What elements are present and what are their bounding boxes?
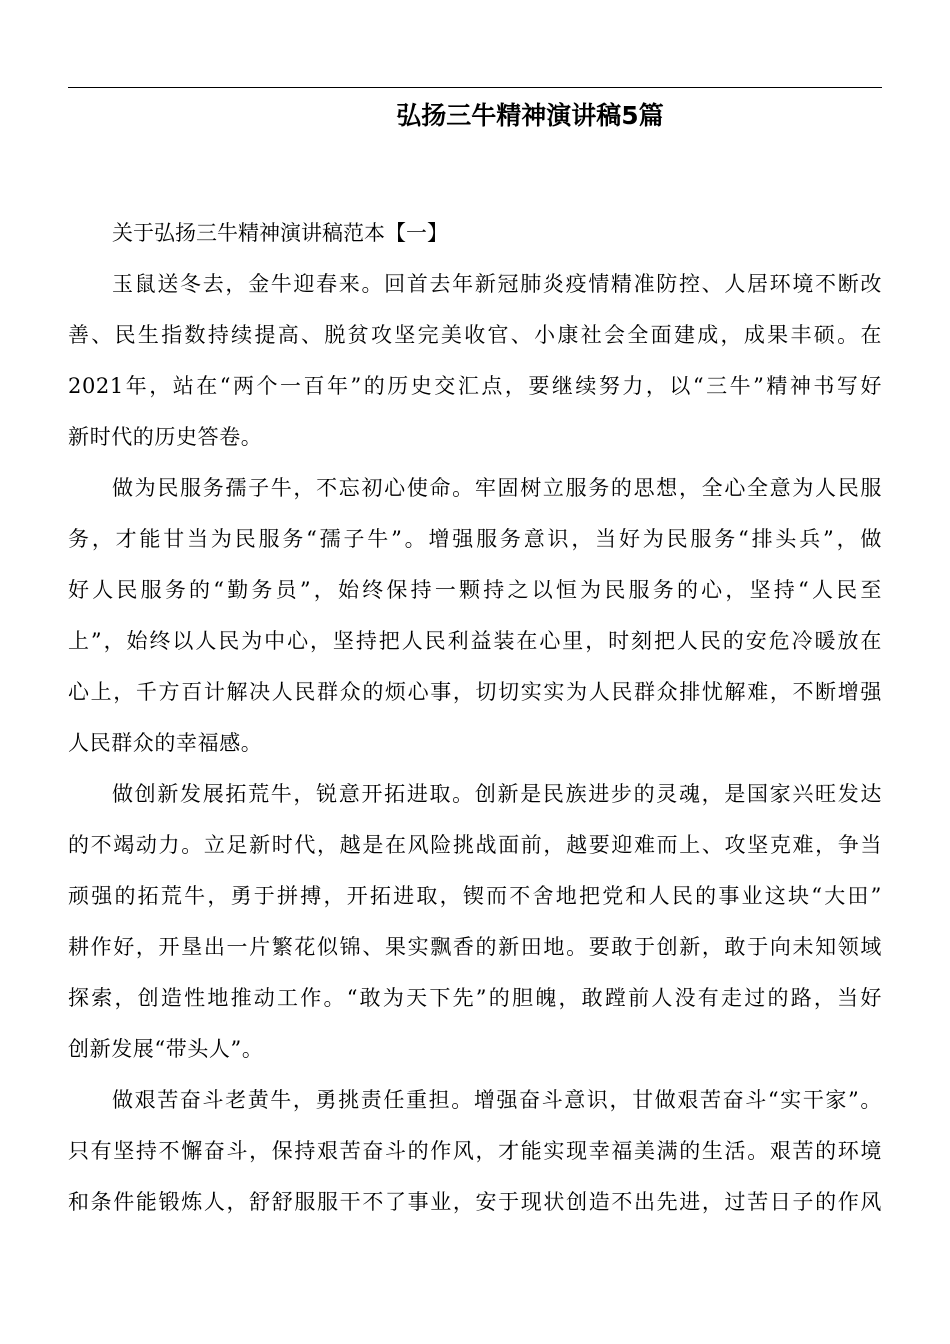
paragraph-line: 做创新发展拓荒牛，锐意开拓进取。创新是民族进步的灵魂，是国家兴旺发达 — [112, 782, 882, 806]
paragraph-line: 和条件能锻炼人，舒舒服服干不了事业，安于现状创造不出先进，过苦日子的作风 — [68, 1190, 882, 1214]
paragraph-line: 善、民生指数持续提高、脱贫攻坚完美收官、小康社会全面建成，成果丰硕。在 — [68, 323, 882, 347]
paragraph-4 — [68, 1075, 882, 1228]
paragraph-line: 上”，始终以人民为中心，坚持把人民利益装在心里，时刻把人民的安危冷暖放在 — [68, 629, 882, 653]
paragraph-line: 新时代的历史答卷。 — [68, 425, 263, 449]
paragraph-line: 人民群众的幸福感。 — [68, 731, 263, 755]
paragraph-line: 好人民服务的“勤务员”，始终保持一颗持之以恒为民服务的心，坚持“人民至 — [68, 578, 882, 602]
paragraph-line: 创新发展“带头人”。 — [68, 1037, 264, 1061]
document-title: 弘扬三牛精神演讲稿5篇 — [396, 101, 664, 130]
paragraph-line: 心上，千方百计解决人民群众的烦心事，切切实实为人民群众排忧解难，不断增强 — [68, 680, 882, 704]
paragraph-line: 做艰苦奋斗老黄牛，勇挑责任重担。增强奋斗意识，甘做艰苦奋斗“实干家”。 — [112, 1088, 882, 1112]
paragraph-line: 务，才能甘当为民服务“孺子牛”。增强服务意识，当好为民服务“排头兵”，做 — [68, 527, 882, 551]
paragraph-line: 2021年，站在“两个一百年”的历史交汇点，要继续努力，以“三牛”精神书写好 — [68, 374, 882, 398]
paragraph-1 — [68, 259, 882, 463]
paragraph-3 — [68, 769, 882, 1075]
paragraph-line: 做为民服务孺子牛，不忘初心使命。牢固树立服务的思想，全心全意为人民服 — [112, 476, 882, 500]
paragraph-line: 探索，创造性地推动工作。“敢为天下先”的胆魄，敢蹚前人没有走过的路，当好 — [68, 986, 882, 1010]
header-rule — [68, 87, 882, 88]
section-heading: 关于弘扬三牛精神演讲稿范本【一】 — [112, 221, 448, 245]
paragraph-line: 耕作好，开垦出一片繁花似锦、果实飘香的新田地。要敢于创新，敢于向未知领域 — [68, 935, 882, 959]
paragraph-line: 玉鼠送冬去，金牛迎春来。回首去年新冠肺炎疫情精准防控、人居环境不断改 — [112, 272, 882, 296]
paragraph-2 — [68, 463, 882, 769]
document-body — [68, 208, 882, 1228]
paragraph-line: 的不竭动力。立足新时代，越是在风险挑战面前，越要迎难而上、攻坚克难，争当 — [68, 833, 882, 857]
paragraph-line: 顽强的拓荒牛，勇于拼搏，开拓进取，锲而不舍地把党和人民的事业这块“大田” — [68, 884, 882, 908]
paragraph-line: 只有坚持不懈奋斗，保持艰苦奋斗的作风，才能实现幸福美满的生活。艰苦的环境 — [68, 1139, 882, 1163]
